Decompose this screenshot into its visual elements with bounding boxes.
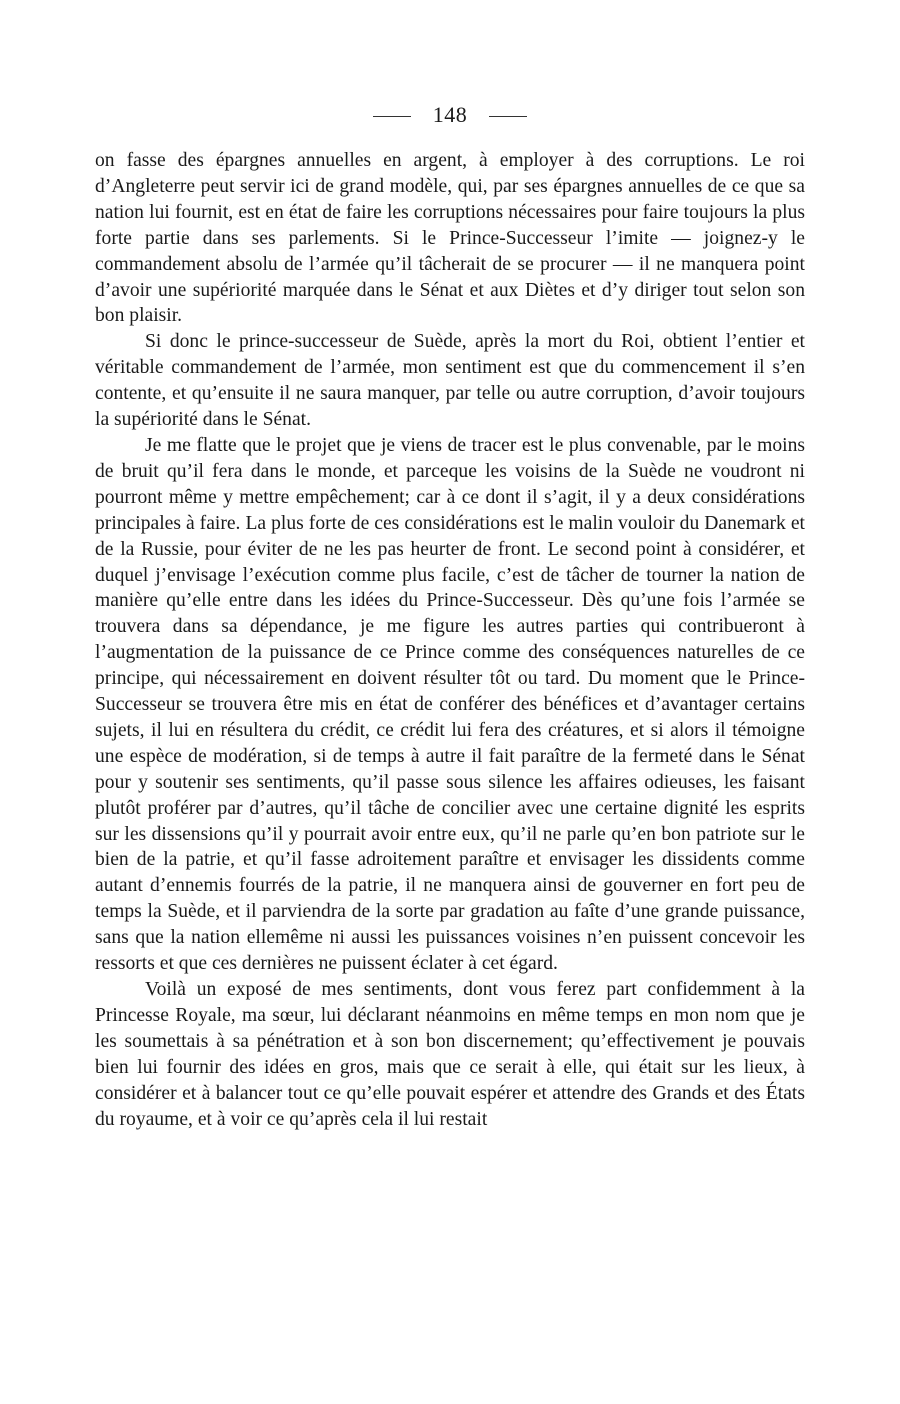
header-dash-right <box>489 116 527 117</box>
paragraph-4: Voilà un exposé de mes sentiments, dont vous ferez part confidemment à la Princesse Royale, ma sœur, lui déclarant néanmoins en même temps en mon nom que je les soumettais à sa pénétration et à son bon discernement; qu’effectivement je pouvais bien lui fournir des idées en gros, mais que ce serait à elle, qui était sur les lieux, à considérer et à balancer tout ce qu’elle pouvait espérer et attendre des Grands et des États du royaume, et à voir ce qu’après cela il lui restait <box>95 979 805 1130</box>
paragraph-1: on fasse des épargnes annuelles en argent, à employer à des corruptions. Le roi d’Angleterre peut servir ici de grand modèle, qui, par ses épargnes annuelles de ce que sa nation lui fournit, est en état de faire les corruptions nécessaires pour faire toujours la plus forte partie dans ses parlements. Si le Prince-Successeur l’imite — joignez-y le commandement absolu de l’armée qu’il tâcherait de se procurer — il ne manquera point d’avoir une supériorité marquée dans le Sénat et aux Diètes et d’y diriger tout selon son bon plaisir. <box>95 150 805 327</box>
page-number: 148 <box>432 102 468 127</box>
paragraph-2: Si donc le prince-successeur de Suède, après la mort du Roi, obtient l’entier et véritable commandement de l’armée, mon sentiment est que du commencement il s’en contente, et qu’ensuite il ne saura manquer, par telle ou autre corruption, d’avoir toujours la supériorité dans le Sénat. <box>95 331 805 431</box>
page-header <box>0 100 900 130</box>
paragraph-3: Je me flatte que le projet que je viens de tracer est le plus convenable, par le moins de bruit qu’il fera dans le monde, et parceque les voisins de la Suède ne voudront ni pourront même y mettre empêchement; car à ce dont il s’agit, il y a deux considérations principales à faire. La plus forte de ces considérations est le malin vouloir du Danemark et de la Russie, pour éviter de ne les pas heurter de front. Le second point à considérer, et duquel j’envisage l’exécution comme plus facile, c’est de tâcher de tourner la nation de manière qu’elle entre dans les idées du Prince-Successeur. Dès qu’une fois l’armée se trouvera dans sa dépendance, je me figure les autres parties qui contribueront à l’augmentation de la puissance de ce Prince comme des conséquences naturelles de ce principe, qui nécessairement en doivent résulter tôt ou tard. Du moment que le Prince-Successeur se trouvera être mis en état de conférer des bénéfices et d’avantager certains sujets, il lui en résultera du crédit, ce crédit lui fera des créatures, et si alors il témoigne une espèce de modération, si de temps à autre il fait paraître de la fermeté dans le Sénat pour y soutenir ses sentiments, qu’il passe sous silence les affaires odieuses, les faisant plutôt proférer par d’autres, qu’il tâche de concilier avec une certaine dignité les esprits sur les dissensions qu’il y pourrait avoir entre eux, qu’il ne parle qu’en bon patriote sur le bien de la patrie, et qu’il fasse adroitement paraître et envisager les dissidents comme autant d’ennemis fourrés de la patrie, il ne manquera ainsi de gouverner en fort peu de temps la Suède, et il parviendra de la sorte par gradation au faîte d’une grande puissance, sans que la nation ellemême ni aussi les puissances voisines n’en puissent concevoir les ressorts et que ces dernières ne puissent éclater à cet égard. <box>95 434 805 975</box>
header-dash-left <box>373 116 411 117</box>
body-text <box>95 148 805 1132</box>
